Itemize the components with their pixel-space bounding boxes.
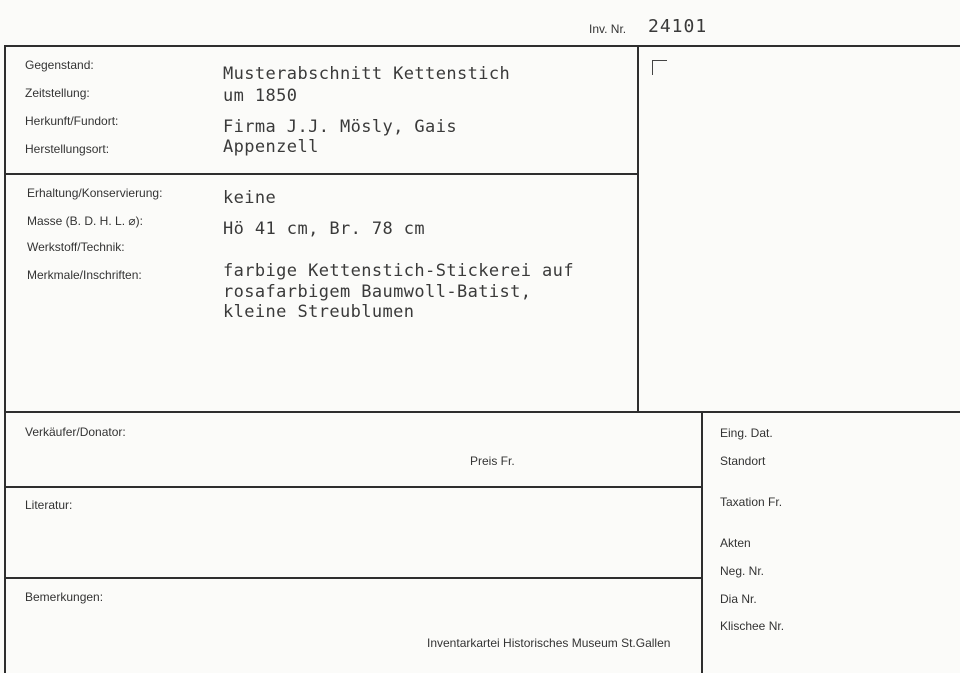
right-column-divider <box>701 411 703 673</box>
eing-dat-label: Eing. Dat. <box>720 426 773 440</box>
photo-corner-mark <box>652 60 667 75</box>
akten-label: Akten <box>720 536 751 550</box>
top-rule <box>4 45 960 47</box>
erhaltung-value: keine <box>223 188 277 208</box>
gegenstand-label: Gegenstand: <box>25 58 94 72</box>
verkaeufer-label: Verkäufer/Donator: <box>25 425 126 439</box>
masse-value: Hö 41 cm, Br. 78 cm <box>223 219 426 239</box>
herstellungsort-label: Herstellungsort: <box>25 142 110 156</box>
neg-nr-label: Neg. Nr. <box>720 564 765 578</box>
middle-rule <box>4 411 960 413</box>
merkmale-label: Merkmale/Inschriften: <box>27 268 142 282</box>
taxation-label: Taxation Fr. <box>720 495 783 509</box>
photo-box-divider <box>637 45 639 412</box>
herkunft-label: Herkunft/Fundort: <box>25 114 119 128</box>
erhaltung-label: Erhaltung/Konservierung: <box>27 186 163 200</box>
literatur-label: Literatur: <box>25 498 73 512</box>
merkmale-line-3: kleine Streublumen <box>223 302 415 322</box>
card-bottom-edge <box>0 673 960 681</box>
zeitstellung-label: Zeitstellung: <box>25 86 90 100</box>
inv-nr-label: Inv. Nr. <box>589 22 627 36</box>
werkstoff-label: Werkstoff/Technik: <box>27 240 125 254</box>
bemerkungen-rule <box>4 577 702 579</box>
herstellungsort-value: Appenzell <box>223 137 319 157</box>
standort-label: Standort <box>720 454 766 468</box>
merkmale-line-2: rosafarbigem Baumwoll-Batist, <box>223 282 532 302</box>
object-divider <box>4 173 638 175</box>
herkunft-value: Firma J.J. Mösly, Gais <box>223 117 457 137</box>
gegenstand-value: Musterabschnitt Kettenstich <box>223 64 511 84</box>
left-border <box>4 45 6 673</box>
preis-label: Preis Fr. <box>470 454 515 468</box>
merkmale-line-1: farbige Kettenstich-Stickerei auf <box>223 261 574 281</box>
masse-label: Masse (B. D. H. L. ⌀): <box>27 214 143 228</box>
dia-nr-label: Dia Nr. <box>720 592 757 606</box>
inv-nr-value: 24101 <box>648 16 708 37</box>
klischee-nr-label: Klischee Nr. <box>720 619 785 633</box>
footer-institution: Inventarkartei Historisches Museum St.Gallen <box>427 636 671 650</box>
zeitstellung-value: um 1850 <box>223 86 298 106</box>
literatur-rule <box>4 486 702 488</box>
bemerkungen-label: Bemerkungen: <box>25 590 104 604</box>
